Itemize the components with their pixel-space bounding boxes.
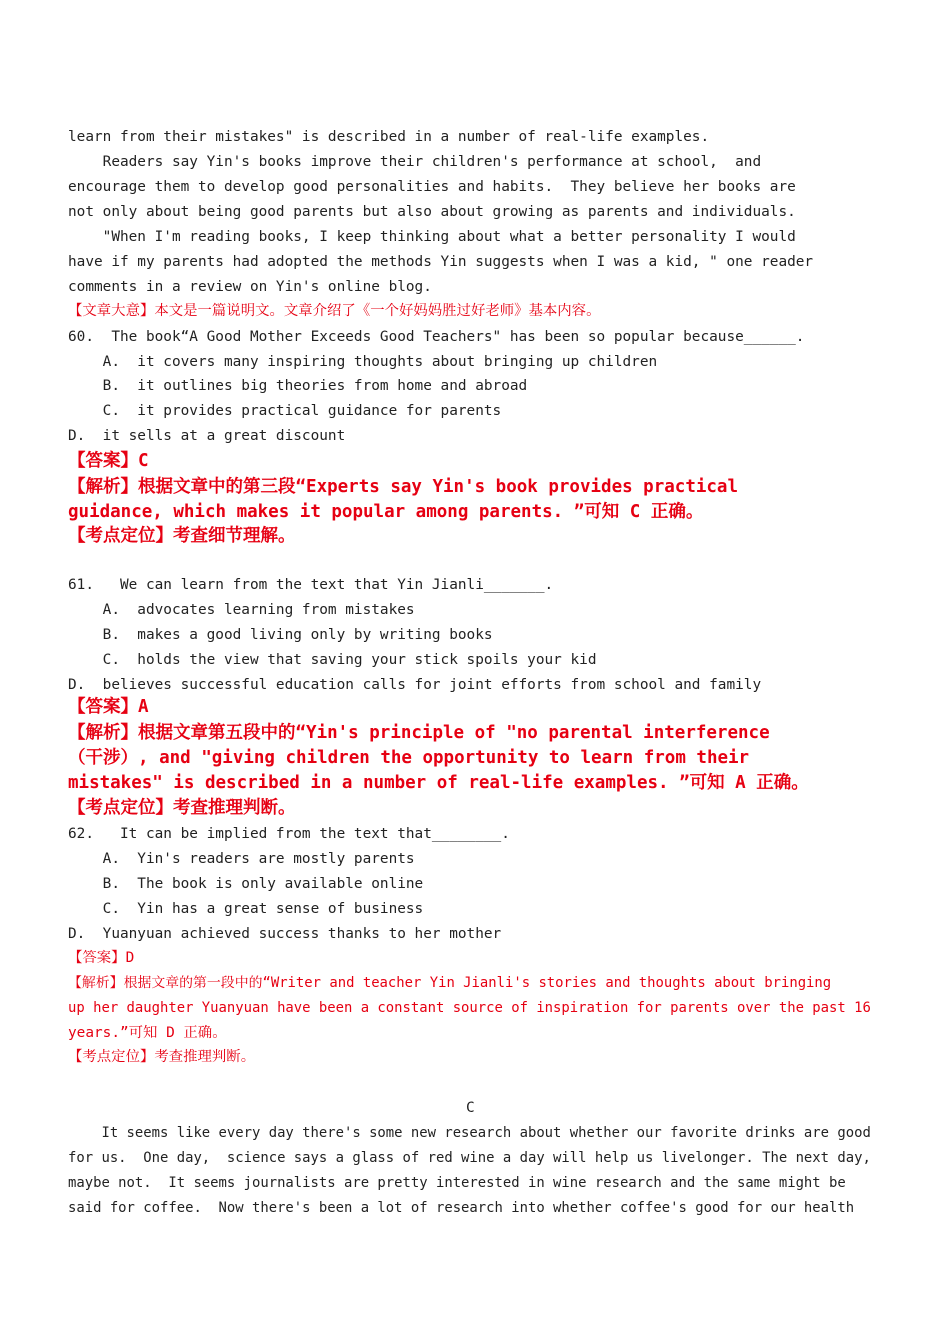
question-62-option-d: D. Yuanyuan achieved success thanks to her mother — [68, 926, 502, 942]
question-62-point: 【考点定位】考查推理判断。 — [68, 1049, 256, 1065]
question-62-analysis: up her daughter Yuanyuan have been a constant source of inspiration for parents over the past 16 — [68, 1000, 871, 1016]
question-61-stem: 61. We can learn from the text that Yin Jianli_______. — [68, 577, 554, 593]
article-summary: 【文章大意】本文是一篇说明文。文章介绍了《一个好妈妈胜过好老师》基本内容。 — [68, 303, 601, 319]
question-60-answer: 【答案】C — [68, 451, 149, 471]
section-heading: C — [466, 1100, 475, 1116]
question-61-analysis: mistakes" is described in a number of real-life examples. ”可知 A 正确。 — [68, 773, 809, 793]
passage-line: have if my parents had adopted the methods Yin suggests when I was a kid, " one reader — [68, 254, 814, 270]
passage-line: maybe not. It seems journalists are pretty interested in wine research and the same might be — [68, 1175, 846, 1191]
question-62-analysis: 【解析】根据文章的第一段中的“Writer and teacher Yin Jianli's stories and thoughts about bringing — [68, 975, 832, 991]
question-60-option-a: A. it covers many inspiring thoughts about bringing up children — [68, 354, 658, 370]
passage-line: "When I'm reading books, I keep thinking about what a better personality I would — [68, 229, 796, 245]
passage-line: for us. One day, science says a glass of red wine a day will help us livelonger. The next day, — [68, 1150, 871, 1166]
passage-line: said for coffee. Now there's been a lot of research into whether coffee's good for our health — [68, 1200, 855, 1216]
question-61-option-b: B. makes a good living only by writing books — [68, 627, 493, 643]
question-60-analysis: guidance, which makes it popular among parents. ”可知 C 正确。 — [68, 502, 704, 522]
passage-line: It seems like every day there's some new research about whether our favorite drinks are good — [68, 1125, 871, 1141]
question-62-stem: 62. It can be implied from the text that________. — [68, 826, 510, 842]
question-61-analysis: 【解析】根据文章第五段中的“Yin's principle of "no parental interference — [68, 723, 770, 743]
question-60-analysis: 【解析】根据文章中的第三段“Experts say Yin's book provides practical — [68, 477, 739, 497]
passage-line: encourage them to develop good personalities and habits. They believe her books are — [68, 179, 796, 195]
question-61-analysis: （干涉）, and "giving children the opportunity to learn from their — [68, 748, 750, 768]
question-60-stem: 60. The book“A Good Mother Exceeds Good Teachers" has been so popular because______. — [68, 329, 805, 345]
question-61-option-d: D. believes successful education calls for joint efforts from school and family — [68, 677, 762, 693]
question-61-option-c: C. holds the view that saving your stick spoils your kid — [68, 652, 597, 668]
question-62-analysis: years.”可知 D 正确。 — [68, 1025, 227, 1041]
question-62-option-a: A. Yin's readers are mostly parents — [68, 851, 415, 867]
question-60-option-c: C. it provides practical guidance for parents — [68, 403, 502, 419]
passage-line: learn from their mistakes" is described in a number of real-life examples. — [68, 129, 710, 145]
passage-line: not only about being good parents but also about growing as parents and individuals. — [68, 204, 796, 220]
passage-line: Readers say Yin's books improve their children's performance at school, and — [68, 154, 762, 170]
question-62-option-b: B. The book is only available online — [68, 876, 424, 892]
passage-line: comments in a review on Yin's online blog. — [68, 279, 432, 295]
question-60-option-d: D. it sells at a great discount — [68, 428, 346, 444]
question-62-option-c: C. Yin has a great sense of business — [68, 901, 424, 917]
question-60-option-b: B. it outlines big theories from home and abroad — [68, 378, 528, 394]
question-61-answer: 【答案】A — [68, 697, 149, 717]
question-61-option-a: A. advocates learning from mistakes — [68, 602, 415, 618]
question-62-answer: 【答案】D — [68, 950, 135, 966]
question-61-point: 【考点定位】考查推理判断。 — [68, 798, 296, 818]
question-60-point: 【考点定位】考查细节理解。 — [68, 526, 296, 546]
